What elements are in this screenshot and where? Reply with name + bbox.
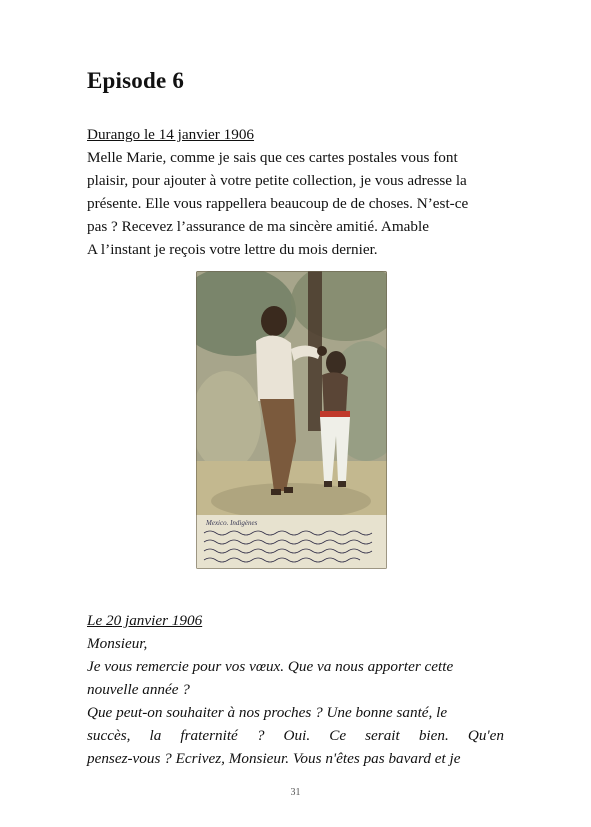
letter-line: plaisir, pour ajouter à votre petite collection, je vous adresse la xyxy=(87,172,467,189)
letter-durango xyxy=(87,123,504,261)
episode-title: Episode 6 xyxy=(87,68,185,93)
postcard-caption: Mexico. Indigènes xyxy=(206,519,258,527)
letter-line: succès, la fraternité ? Oui. Ce serait bien. Qu'en xyxy=(87,727,504,744)
letter-reply xyxy=(87,609,504,770)
letter-line: pas ? Recevez l’assurance de ma sincère amitié. Amable xyxy=(87,218,429,235)
letter-line: pensez-vous ? Ecrivez, Monsieur. Vous n'êtes pas bavard et je xyxy=(87,750,461,767)
letter-line: présente. Elle vous rappellera beaucoup de de choses. N’est-ce xyxy=(87,195,469,212)
letter-line: Melle Marie, comme je sais que ces cartes postales vous font xyxy=(87,149,458,166)
letter-line: Monsieur, xyxy=(87,635,148,652)
letter-header: Durango le 14 janvier 1906 xyxy=(87,126,255,143)
letter-line: nouvelle année ? xyxy=(87,681,190,698)
postcard-image xyxy=(196,271,387,569)
letter-header: Le 20 janvier 1906 xyxy=(87,612,203,629)
letter-line: Que peut-on souhaiter à nos proches ? Une bonne santé, le xyxy=(87,704,448,721)
letter-line: A l’instant je reçois votre lettre du mois dernier. xyxy=(87,241,378,258)
page-number: 31 xyxy=(290,787,301,798)
letter-line: Je vous remercie pour vos vœux. Que va nous apporter cette xyxy=(87,658,454,675)
